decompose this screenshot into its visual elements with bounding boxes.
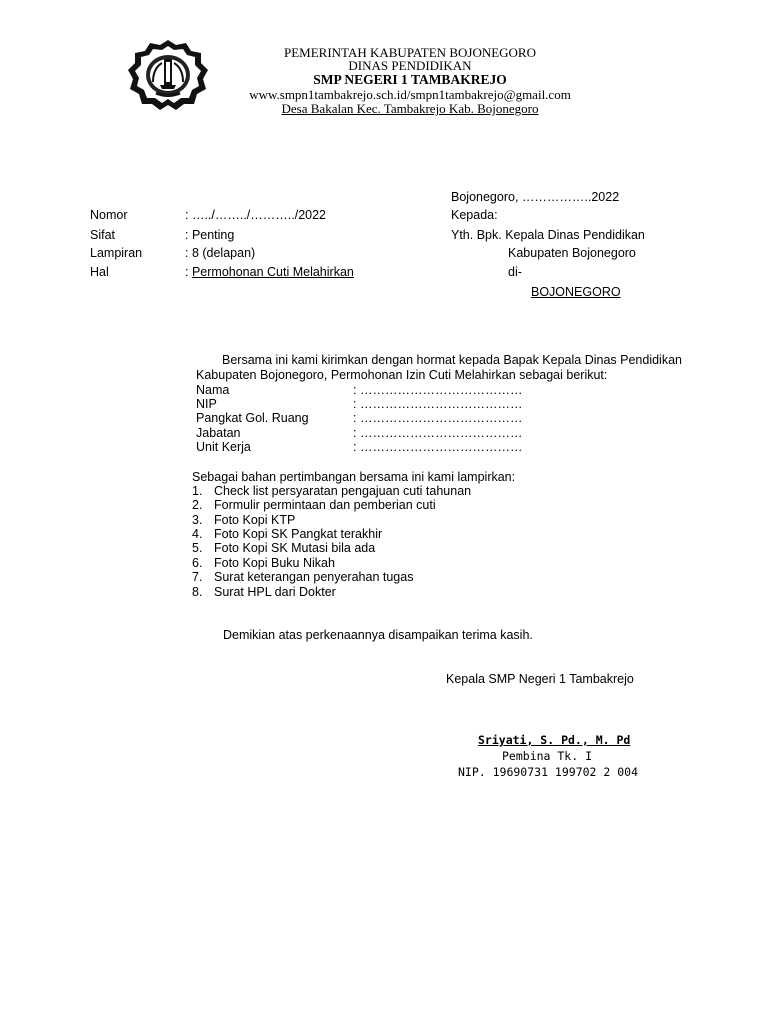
recipient-line-4: BOJONEGORO [531, 285, 621, 299]
place-date: Bojonegoro, ……………..2022 [451, 190, 620, 204]
meta-value-hal-subject: Permohonan Cuti Melahirkan [191, 265, 354, 279]
attachment-number: 7. [192, 570, 203, 584]
meta-value-hal-prefix: : [185, 265, 192, 279]
attachment-number: 1. [192, 484, 203, 498]
field-label-nip: NIP [196, 397, 217, 411]
meta-label-nomor: Nomor [90, 208, 128, 222]
meta-label-sifat: Sifat [90, 228, 116, 242]
meta-label-lampiran: Lampiran [90, 246, 143, 260]
attachment-item: Foto Kopi KTP [214, 513, 296, 527]
recipient-line-3: di- [508, 265, 522, 279]
signature-name: Sriyati, S. Pd., M. Pd [478, 733, 631, 747]
closing-sentence: Demikian atas perkenaannya disampaikan terima kasih. [223, 628, 533, 642]
field-value-jabatan: : ………………………………… [353, 426, 523, 440]
field-value-pangkat: : ………………………………… [353, 411, 523, 425]
letterhead-department: DINAS PENDIDIKAN [348, 58, 472, 73]
letterhead-website-email: www.smpn1tambakrejo.sch.id/smpn1tambakrejo@gmail.com [249, 87, 571, 102]
attachment-number: 2. [192, 498, 203, 512]
attachment-number: 5. [192, 541, 203, 555]
meta-value-nomor: : …../……../………../2022 [185, 208, 327, 222]
field-value-nip: : ………………………………… [353, 397, 523, 411]
letterhead-school-name: SMP NEGERI 1 TAMBAKREJO [313, 72, 507, 87]
letterhead-address: Desa Bakalan Kec. Tambakrejo Kab. Bojonegoro [281, 101, 539, 116]
intro-paragraph-line-1: Bersama ini kami kirimkan dengan hormat kepada Bapak Kepala Dinas Pendidikan [222, 353, 682, 367]
attachment-item: Surat keterangan penyerahan tugas [214, 570, 414, 584]
meta-label-hal: Hal [90, 265, 109, 279]
attachment-item: Foto Kopi SK Pangkat terakhir [214, 527, 383, 541]
attachment-number: 6. [192, 556, 203, 570]
signature-title: Kepala SMP Negeri 1 Tambakrejo [446, 672, 634, 686]
field-label-nama: Nama [196, 383, 230, 397]
attachment-item: Check list persyaratan pengajuan cuti tahunan [214, 484, 472, 498]
regency-crest-icon [126, 38, 210, 112]
meta-value-sifat: : Penting [185, 228, 235, 242]
field-label-pangkat: Pangkat Gol. Ruang [196, 411, 309, 425]
attachment-item: Foto Kopi Buku Nikah [214, 556, 335, 570]
signature-nip: NIP. 19690731 199702 2 004 [458, 765, 639, 779]
letterhead-government: PEMERINTAH KABUPATEN BOJONEGORO [284, 45, 536, 60]
attachment-number: 8. [192, 585, 203, 599]
meta-value-hal [185, 265, 354, 279]
attachment-item: Formulir permintaan dan pemberian cuti [214, 498, 436, 512]
field-label-unit-kerja: Unit Kerja [196, 440, 251, 454]
field-label-jabatan: Jabatan [196, 426, 241, 440]
attachment-item: Surat HPL dari Dokter [214, 585, 336, 599]
recipient-kepada: Kepada: [451, 208, 498, 222]
field-value-unit-kerja: : ………………………………… [353, 440, 523, 454]
field-value-nama: : ………………………………… [353, 383, 523, 397]
attachment-number: 3. [192, 513, 203, 527]
recipient-line-2: Kabupaten Bojonegoro [508, 246, 636, 260]
attachment-number: 4. [192, 527, 203, 541]
meta-value-lampiran: : 8 (delapan) [185, 246, 256, 260]
recipient-line-1: Yth. Bpk. Kepala Dinas Pendidikan [451, 228, 645, 242]
attachments-intro: Sebagai bahan pertimbangan bersama ini kami lampirkan: [192, 470, 516, 484]
intro-paragraph-line-2: Kabupaten Bojonegoro, Permohonan Izin Cuti Melahirkan sebagai berikut: [196, 368, 608, 382]
attachment-item: Foto Kopi SK Mutasi bila ada [214, 541, 376, 555]
signature-rank: Pembina Tk. I [502, 749, 593, 763]
